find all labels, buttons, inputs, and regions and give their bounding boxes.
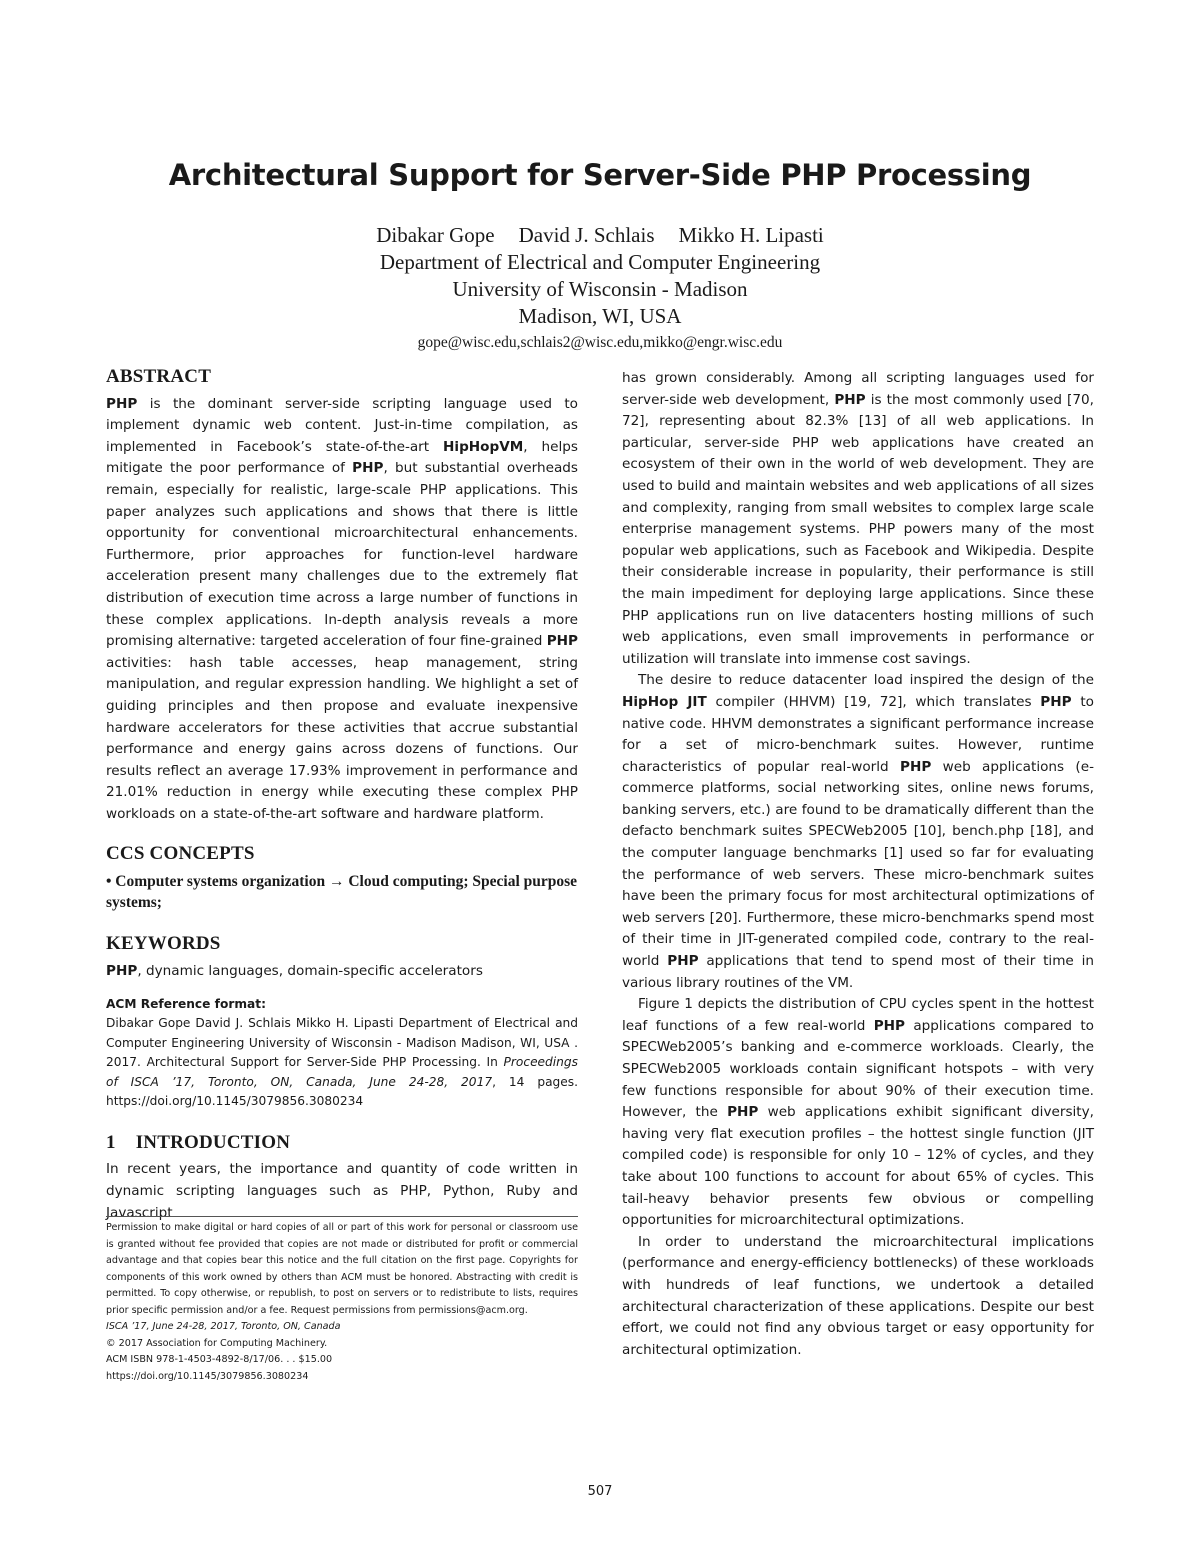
author-department: Department of Electrical and Computer Engineering [379, 250, 821, 274]
conference-info: ISCA ’17, June 24-28, 2017, Toronto, ON, Canada [106, 1321, 341, 1332]
author-names [0, 222, 1200, 249]
author-location: Madison, WI, USA [518, 304, 682, 328]
intro-paragraph-1-cont: has grown considerably. Among all scripting languages used for server-side web development, PHP is the most commonly used [70, 72], representing about 82.3% [13] of all web applications. In particular, server-side PHP web applications have created an ecosystem of their own in the world of web development. They are used to build and maintain websites and web applications of all sizes and complexity, ranging from small websites to complex large scale enterprise management systems. PHP powers many of the most popular web applications, such as Facebook and Wikipedia. Despite their considerable increase in popularity, their performance is still the main impediment for deploying large applications. Since these PHP applications run on live datacenters hosting millions of such web applications, even small improvements in performance or utilization will translate into immense cost savings. [622, 370, 1094, 667]
abstract-text: PHP is the dominant server-side scripting language used to implement dynamic web content. Just-in-time compilation, as implemented in Facebook’s state-of-the-art HipHopVM, helps mitigate the poor performance of PHP, but substantial overheads remain, especially for realistic, large-scale PHP applications. This paper analyzes such applications and shows that there is little opportunity for conventional microarchitectural enhancements. Furthermore, prior approaches for function-level hardware acceleration present many challenges due to the extremely flat distribution of execution time across a large number of functions in these complex applications. In-depth analysis reveals a more promising alternative: targeted acceleration of four fine-grained PHP activities: hash table accesses, heap management, string manipulation, and regular expression handling. We highlight a set of guiding principles and then propose and evaluate inexpensive hardware accelerators for these activities that accrue substantial performance and energy gains across dozens of functions. Our results reflect an average 17.93% improvement in performance and 21.01% reduction in energy while executing these complex PHP workloads on a state-of-the-art software and hardware platform. [106, 395, 579, 822]
intro-paragraph-3: Figure 1 depicts the distribution of CPU cycles spent in the hottest leaf functions of a few real-world PHP applications compared to SPECWeb2005’s banking and e-commerce workloads. Clearly, the SPECWeb2005 workloads contain significant hotspots – with very few functions responsible for about 90% of their execution time. However, the PHP web applications exhibit significant diversity, having very flat execution profiles – the hottest single function (JIT compiled code) is responsible for only 10 – 12% of cycles, and they take about 100 functions to account for about 65% of cycles. This tail-heavy behavior presents few obvious or compelling opportunities for microarchitectural optimizations. [622, 996, 1095, 1229]
keywords-text: PHP, dynamic languages, domain-specific accelerators [106, 962, 483, 979]
author-block [0, 222, 1200, 356]
permission-notice: Permission to make digital or hard copies of all or part of this work for personal or classroom use is granted without fee provided that copies are not made or distributed for profit or commercial advantage and that copies bear this notice and the full citation on the first page. Copyrights for components of this work owned by others than ACM must be honored. Abstracting with credit is permitted. To copy otherwise, or republish, to post on servers or to redistribute to lists, requires prior specific permission and/or a fee. Request permissions from permissions@acm.org. [106, 1222, 578, 1316]
acm-reference-heading: ACM Reference format: [106, 997, 266, 1012]
intro-paragraph-2: The desire to reduce datacenter load inspired the design of the HipHop JIT compiler (HHVM) [19, 72], which translates PHP to native code. HHVM demonstrates a significant performance increase for a set of micro-benchmark suites. However, runtime characteristics of popular real-world PHP web applications (e-commerce platforms, social networking sites, online news forums, banking servers, etc.) are found to be dramatically different than the defacto benchmark suites SPECWeb2005 [10], bench.php [18], and the computer language benchmarks [1] used so far for evaluating the performance of web servers. These micro-benchmark suites have been the primary focus for most architectural optimizations of web servers [20]. Furthermore, these micro-benchmarks spend most of their time in JIT-generated compiled code, contrary to the real-world PHP applications that tend to spend most of their time in various library routines of the VM. [622, 672, 1095, 991]
left-column [106, 366, 578, 1224]
keywords-heading: KEYWORDS [106, 933, 221, 955]
doi-link[interactable]: https://doi.org/10.1145/3079856.3080234 [106, 1370, 309, 1382]
author-name: David J. Schlais [518, 223, 655, 247]
isbn-line: ACM ISBN 978-1-4503-4892-8/17/06. . . $15.00 [106, 1354, 333, 1365]
author-university: University of Wisconsin - Madison [452, 277, 748, 301]
acm-reference-text: Dibakar Gope David J. Schlais Mikko H. Lipasti Department of Electrical and Computer Engineering University of Wisconsin - Madison Madison, WI, USA . 2017. Architectural Support for Server-Side PHP Processing. In Proceedings of ISCA ’17, Toronto, ON, Canada, June 24-28, 2017, 14 pages. https://doi.org/10.1145/3079856.3080234 [106, 1016, 579, 1109]
abstract-heading: ABSTRACT [106, 366, 212, 387]
author-emails: gope@wisc.edu,schlais2@wisc.edu,mikko@engr.wisc.edu [417, 334, 783, 351]
introduction-heading: 1 INTRODUCTION [106, 1131, 291, 1153]
ccs-heading: CCS CONCEPTS [106, 843, 255, 865]
paper-title: Architectural Support for Server-Side PHP Processing [168, 158, 1032, 192]
copyright-line: © 2017 Association for Computing Machinery. [106, 1337, 328, 1349]
right-column [622, 368, 1094, 1361]
intro-paragraph-4: In order to understand the microarchitectural implications (performance and energy-efficiency bottlenecks) of these workloads with hundreds of leaf functions, we undertook a detailed architectural characterization of these applications. Despite our best effort, we could not find any obvious target or easy opportunity for architectural optimization. [622, 1233, 1094, 1358]
page-number: 507 [587, 1484, 613, 1499]
author-name: Dibakar Gope [376, 223, 495, 247]
ccs-concepts: • Computer systems organization → Cloud computing; Special purpose systems; [106, 873, 578, 912]
author-name: Mikko H. Lipasti [678, 223, 824, 247]
intro-paragraph-1-start: In recent years, the importance and quantity of code written in dynamic scripting languages such as PHP, Python, Ruby and Javascript [106, 1161, 578, 1221]
copyright-footnote [106, 1216, 578, 1385]
